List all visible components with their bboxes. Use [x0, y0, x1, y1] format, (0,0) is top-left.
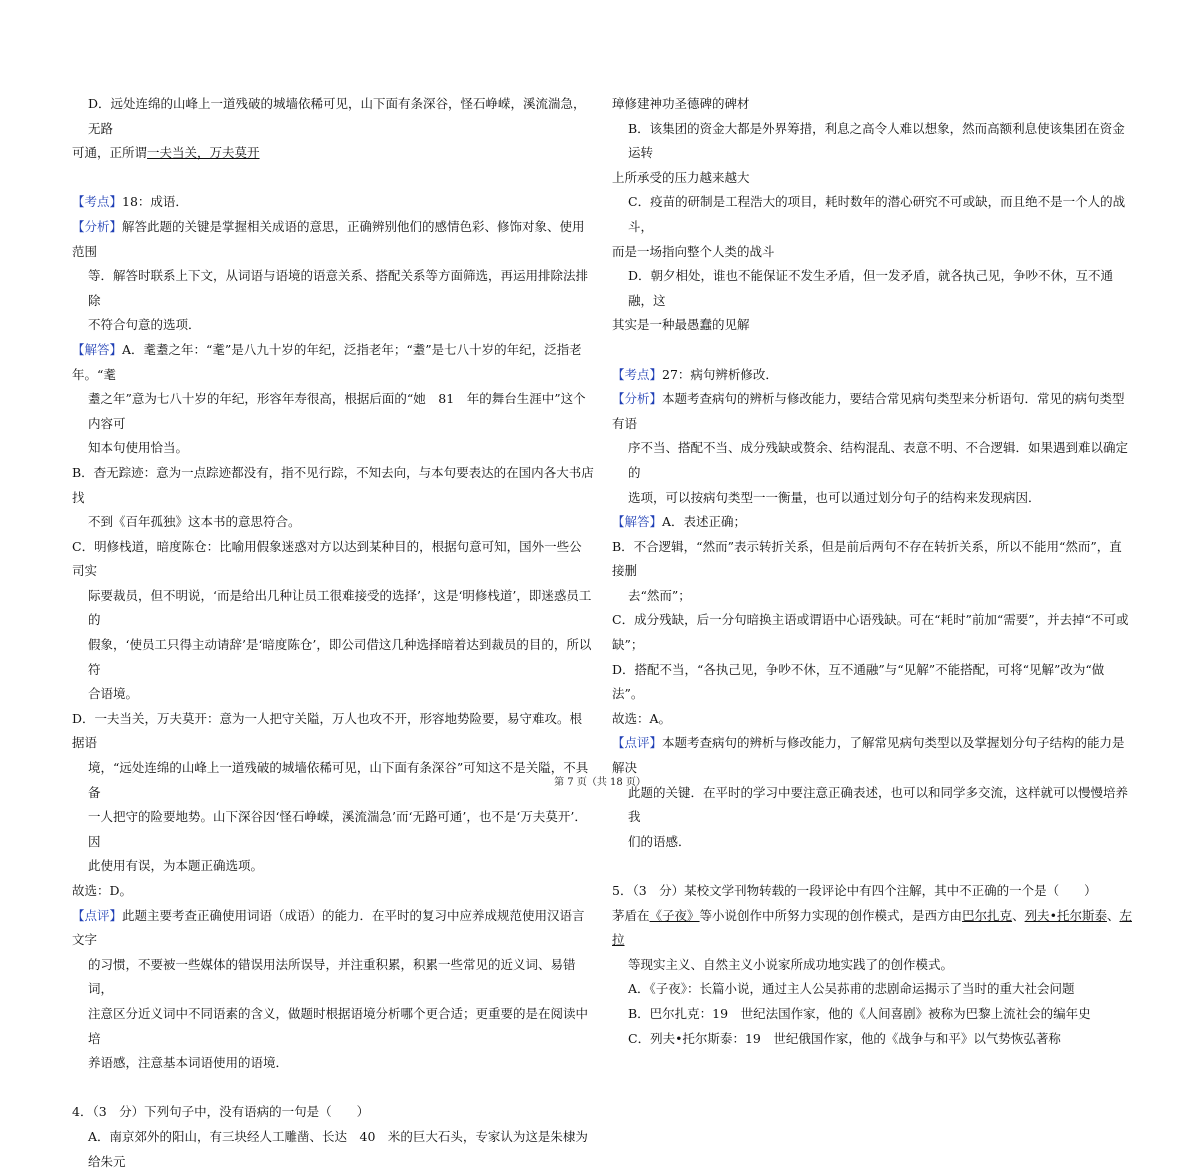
- jieda-tag: 【解答】: [72, 341, 123, 357]
- kaodian-text: 18：成语．: [122, 194, 188, 210]
- underlined-balzac: 巴尔扎克: [962, 907, 1013, 923]
- right-answer-b-2: 去“然而”；: [628, 587, 691, 603]
- q4-option-c-1: C．疫苗的研制是工程浩大的项目，耗时数年的潜心研究不可或缺，而且绝不是一个人的战斗，: [628, 194, 1126, 234]
- answer-c-2: 际要裁员，但不明说，‘而是给出几种让员工很难接受的选择’，这是‘明修栈道’，即迷惑员工的: [88, 587, 592, 628]
- dianping-tag: 【点评】: [612, 735, 663, 751]
- question-5-option-c: C．列夫•托尔斯泰：19 世纪俄国作家，他的《战争与和平》以气势恢弘著称: [628, 1030, 1061, 1046]
- jieda-text: A．表述正确；: [662, 514, 747, 530]
- kaodian-right: [612, 363, 1134, 388]
- fenxi-left-3: 不符合句意的选项．: [88, 317, 201, 333]
- kaodian-text: 27：病句辨析修改．: [662, 366, 778, 382]
- jieda-right-1: [612, 510, 1134, 535]
- q4-option-c-2: 而是一场指向整个人类的战斗: [612, 243, 775, 259]
- dianping-text: 此题主要考查正确使用词语（成语）的能力．在平时的复习中应养成规范使用汉语言文字: [72, 907, 585, 948]
- answer-c-3: 假象，‘使员工只得主动请辞’是‘暗度陈仓’，即公司借这几种选择暗着达到裁员的目的，所以符: [88, 637, 592, 677]
- question-5-option-b: B．巴尔扎克：19 世纪法国作家，他的《人间喜剧》被称为巴黎上流社会的编年史: [628, 1005, 1091, 1021]
- fenxi-text: 本题考查病句的辨析与修改能力，要结合常见病句类型来分析语句．常见的病句类型有语: [612, 391, 1125, 431]
- fenxi-left-2: 等．解答时联系上下文，从词语与语境的语意关系、搭配关系等方面筛选，再运用排除法排除: [88, 268, 589, 308]
- q4-option-d-2: 其实是一种最愚蠢的见解: [612, 317, 750, 333]
- passage-text: 等小说创作中所努力实现的创作模式，是西方由: [699, 907, 963, 923]
- kaodian-left: [72, 190, 594, 215]
- answer-choice-right: 故选：A。: [612, 710, 672, 726]
- fenxi-right-3: 选项，可以按病句类型一一衡量，也可以通过划分句子的结构来发现病因．: [628, 489, 1041, 505]
- page-footer: 第 7 页（共 18 页）: [554, 777, 646, 788]
- right-column: [612, 92, 1134, 1051]
- passage-text: 、: [1106, 907, 1120, 923]
- q3-option-d-line2: [72, 141, 594, 166]
- jieda-left-1: [72, 338, 594, 387]
- fenxi-tag: 【分析】: [72, 218, 123, 234]
- answer-c-4: 合语境。: [88, 686, 139, 702]
- question-5-passage-2: 等现实主义、自然主义小说家所成功地实践了的创作模式。: [628, 956, 954, 972]
- underlined-tolstoy: 列夫•托尔斯泰: [1024, 907, 1107, 923]
- q4a-continued: 璋修建神功圣德碑的碑材: [612, 96, 750, 111]
- fenxi-text: 解答此题的关键是掌握相关成语的意思，正确辨别他们的感情色彩、修饰对象、使用范围: [72, 218, 585, 259]
- kaodian-tag: 【考点】: [72, 194, 123, 210]
- kaodian-tag: 【考点】: [612, 366, 663, 382]
- q4-option-b-2: 上所承受的压力越来越大: [612, 169, 750, 185]
- dianping-left-3: 注意区分近义词中不同语素的含义，做题时根据语境分析哪个更合适；更重要的是在阅读中培: [88, 1005, 589, 1046]
- fenxi-tag: 【分析】: [612, 391, 663, 407]
- question-4-option-a: A．南京郊外的阳山，有三块经人工雕凿、长达 40 米的巨大石头，专家认为这是朱棣为给朱元: [88, 1128, 588, 1169]
- answer-d-2: 境，“远处连绵的山峰上一道残破的城墙依稀可见，山下面有条深谷”可知这不是关隘，不具备: [88, 760, 589, 800]
- answer-choice-left: 故选：D。: [72, 883, 133, 898]
- question-5-option-a: A．《子夜》：长篇小说，通过主人公吴荪甫的悲剧命运揭示了当时的重大社会问题: [628, 981, 1075, 997]
- q3d-text: 可通，正所谓: [72, 145, 148, 161]
- q4-option-b-1: B．该集团的资金大都是外界筹措，利息之高令人难以想象，然而高额利息使该集团在资金运转: [628, 120, 1125, 161]
- fenxi-right-2: 序不当、搭配不当、成分残缺或赘余、结构混乱、表意不明、不合逻辑．如果遇到难以确定的: [628, 440, 1129, 480]
- question-5-stem: 5．（3 分）某校文学刊物转载的一段评论中有四个注解，其中不正确的一个是（ ）: [612, 883, 1097, 898]
- jieda-left-3: 知本句使用恰当。: [88, 440, 189, 456]
- answer-c-1: C．明修栈道，暗度陈仓：比喻用假象迷惑对方以达到某种目的，根据句意可知，国外一些公司实: [72, 538, 582, 579]
- left-column: [72, 92, 594, 1174]
- q4-option-d-1: D．朝夕相处，谁也不能保证不发生矛盾，但一发矛盾，就各执己见，争吵不休，互不通融，这: [628, 268, 1114, 308]
- answer-d-3: 一人把守的险要地势。山下深谷因‘怪石峥嵘，溪流湍急’而‘无路可通’，也不是‘万夫莫开’．因: [88, 809, 587, 849]
- jieda-tag: 【解答】: [612, 514, 663, 530]
- answer-d-1: D．一夫当关，万夫莫开：意为一人把守关隘，万人也攻不开，形容地势险要，易守难攻。根据语: [72, 710, 583, 751]
- question-5-passage-1: [612, 904, 1134, 953]
- q3d-underlined-idiom: 一夫当关，万夫莫开: [147, 145, 260, 161]
- right-answer-c: C．成分残缺，后一分句暗换主语或谓语中心语残缺。可在“耗时”前加“需要”，并去掉“不可或缺”；: [612, 612, 1129, 653]
- fenxi-left-1: [72, 215, 594, 264]
- jieda-left-2: 耋之年”意为七八十岁的年纪，形容年寿很高，根据后面的“她 81 年的舞台生涯中”这个内容可: [88, 391, 586, 431]
- dianping-tag: 【点评】: [72, 907, 123, 923]
- passage-text: 茅盾在: [612, 907, 650, 923]
- dianping-left-1: [72, 904, 594, 953]
- passage-text: 、: [1012, 907, 1025, 923]
- fenxi-right-1: [612, 387, 1134, 436]
- underlined-zola: 左拉: [612, 907, 1132, 948]
- dianping-text: 本题考查病句的辨析与修改能力，了解常见病句类型以及掌握划分句子结构的能力是解决: [612, 735, 1125, 776]
- dianping-right-3: 们的语感．: [628, 833, 691, 849]
- right-answer-d: D．搭配不当，“各执己见，争吵不休，互不通融”与“见解”不能搭配，可将“见解”改为“做法”。: [612, 661, 1105, 702]
- right-answer-b-1: B．不合逻辑，“然而”表示转折关系，但是前后两句不存在转折关系，所以不能用“然而”，直接删: [612, 538, 1122, 579]
- answer-b-2: 不到《百年孤独》这本书的意思符合。: [88, 514, 301, 530]
- q3-option-d-line1: D．远处连绵的山峰上一道残破的城墙依稀可见，山下面有条深谷，怪石峥嵘，溪流湍急，无路: [88, 96, 586, 136]
- jieda-text: A．耄耋之年：“耄”是八九十岁的年纪，泛指老年；“耋”是七八十岁的年纪，泛指老年。“耄: [72, 341, 582, 382]
- dianping-left-4: 养语感，注意基本词语使用的语境．: [88, 1055, 289, 1071]
- question-4-stem: 4．（3 分）下列句子中，没有语病的一句是（ ）: [72, 1104, 370, 1120]
- underlined-ziye: 《子夜》: [649, 907, 700, 923]
- dianping-right-2: 此题的关键．在平时的学习中要注意正确表述，也可以和同学多交流，这样就可以慢慢培养我: [628, 784, 1129, 825]
- dianping-left-2: 的习惯，不要被一些媒体的错误用法所误导，并注重积累，积累一些常见的近义词、易错词，: [88, 956, 576, 997]
- answer-d-4: 此使用有误，为本题正确选项。: [88, 858, 264, 874]
- answer-b-1: B．杳无踪迹：意为一点踪迹都没有，指不见行踪，不知去向，与本句要表达的在国内各大书店找: [72, 464, 594, 505]
